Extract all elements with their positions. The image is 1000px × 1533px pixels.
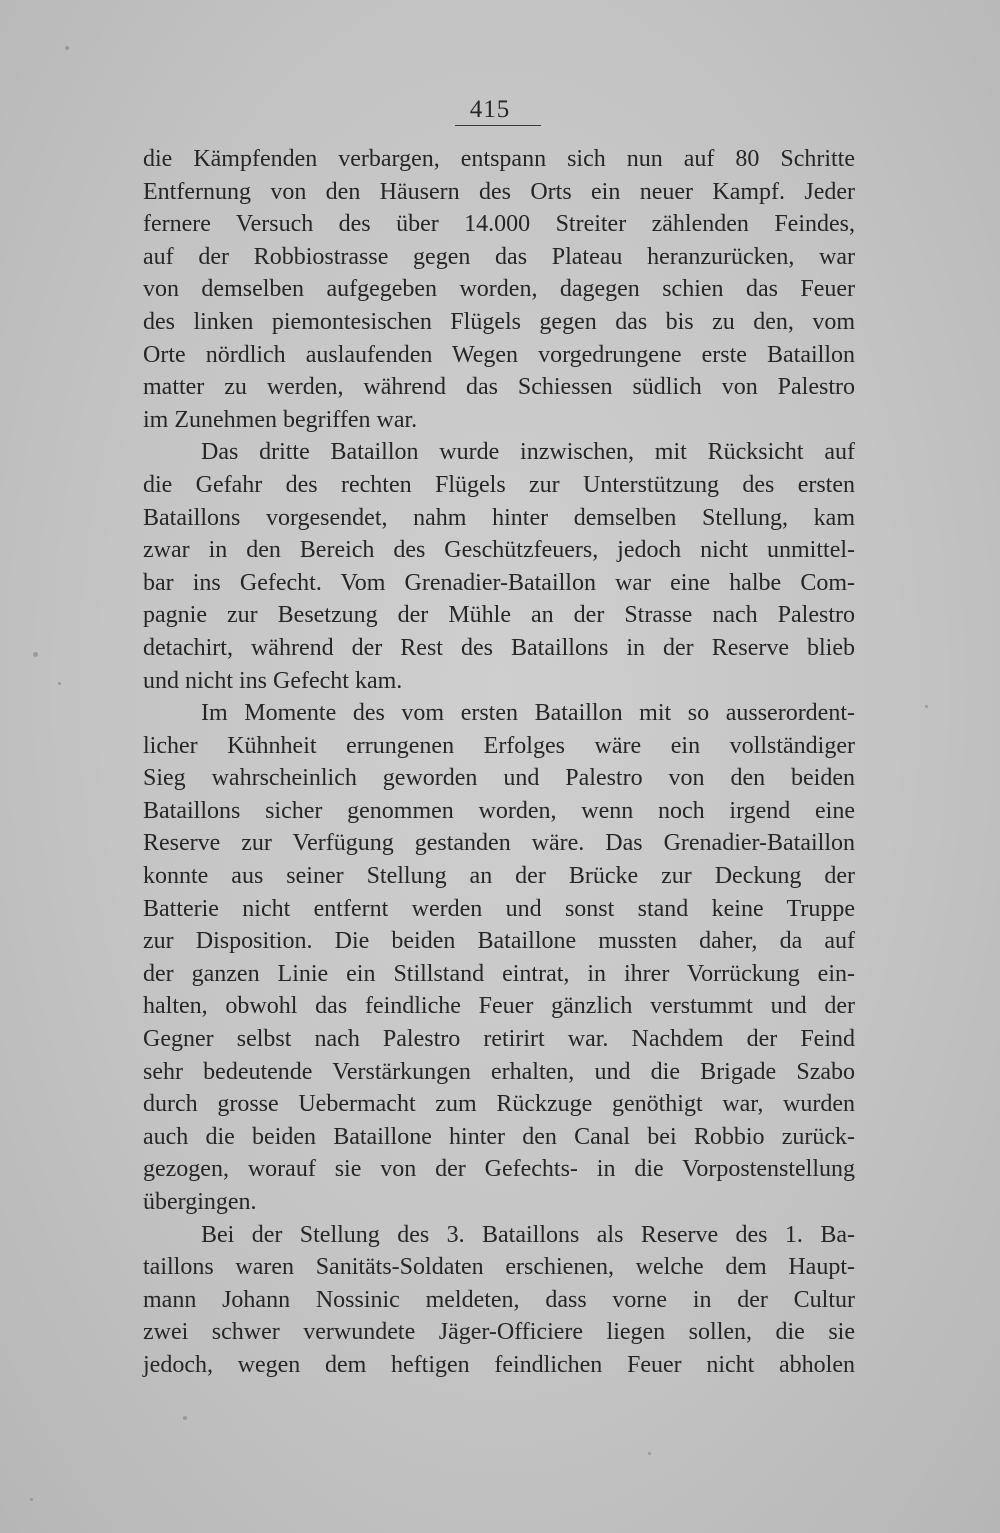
text-line: konnte aus seiner Stellung an der Brücke zur Deckung der xyxy=(143,863,855,890)
text-line: durch grosse Uebermacht zum Rückzuge genöthigt war, wurden xyxy=(143,1091,855,1118)
text-line: Bataillons sicher genommen worden, wenn noch irgend eine xyxy=(143,797,855,824)
page-number: 415 xyxy=(469,96,511,123)
text-line: Im Momente des vom ersten Bataillon mit so ausserordent- xyxy=(201,700,855,727)
text-line: Gegner selbst nach Palestro retirirt war. Nachdem der Feind xyxy=(143,1026,855,1053)
text-line: gezogen, worauf sie von der Gefechts- in die Vorpostenstellung xyxy=(143,1156,855,1183)
text-line: Orte nördlich auslaufenden Wegen vorgedrungene erste Bataillon xyxy=(143,341,855,368)
paper-speck xyxy=(183,1416,187,1420)
text-line: Reserve zur Verfügung gestanden wäre. Das Grenadier-Bataillon xyxy=(143,830,855,857)
text-line: matter zu werden, während das Schiessen südlich von Palestro xyxy=(143,374,855,401)
text-line: zwar in den Bereich des Geschützfeuers, jedoch nicht unmittel- xyxy=(143,537,855,564)
header-rule xyxy=(455,125,541,126)
text-line: licher Kühnheit errungenen Erfolges wäre ein vollständiger xyxy=(143,732,855,759)
text-line: halten, obwohl das feindliche Feuer gänzlich verstummt und der xyxy=(143,993,855,1020)
text-line: mann Johann Nossinic meldeten, dass vorne in der Cultur xyxy=(143,1286,855,1313)
text-line: die Kämpfenden verbargen, entspann sich nun auf 80 Schritte xyxy=(143,146,855,172)
text-line: und nicht ins Gefecht kam. xyxy=(143,667,403,694)
text-line: detachirt, während der Rest des Bataillons in der Reserve blieb xyxy=(143,634,855,661)
text-line: Entfernung von den Häusern des Orts ein neuer Kampf. Jeder xyxy=(143,178,855,205)
text-line: taillons waren Sanitäts-Soldaten erschienen, welche dem Haupt- xyxy=(143,1254,855,1281)
text-line: des linken piemontesischen Flügels gegen das bis zu den, vom xyxy=(143,308,855,335)
body-text xyxy=(143,143,855,1382)
text-line: auf der Robbiostrasse gegen das Plateau heranzurücken, war xyxy=(143,243,855,270)
text-line: sehr bedeutende Verstärkungen erhalten, und die Brigade Szabo xyxy=(143,1058,855,1085)
text-line: zur Disposition. Die beiden Bataillone mussten daher, da auf xyxy=(143,928,855,955)
text-line: im Zunehmen begriffen war. xyxy=(143,406,418,433)
text-line: der ganzen Linie ein Stillstand eintrat, in ihrer Vorrückung ein- xyxy=(143,960,855,987)
paper-speck xyxy=(33,652,38,657)
text-line: auch die beiden Bataillone hinter den Canal bei Robbio zurück- xyxy=(143,1123,855,1150)
text-line: pagnie zur Besetzung der Mühle an der Strasse nach Palestro xyxy=(143,602,855,629)
text-line: Das dritte Bataillon wurde inzwischen, mit Rücksicht auf xyxy=(201,439,855,466)
text-line: Batterie nicht entfernt werden und sonst stand keine Truppe xyxy=(143,895,855,922)
text-line: übergingen. xyxy=(143,1189,257,1215)
text-line: Bataillons vorgesendet, nahm hinter demselben Stellung, kam xyxy=(143,504,855,531)
text-line: die Gefahr des rechten Flügels zur Unterstützung des ersten xyxy=(143,471,855,498)
text-line: Bei der Stellung des 3. Bataillons als Reserve des 1. Ba- xyxy=(201,1221,855,1248)
text-line: von demselben aufgegeben worden, dagegen schien das Feuer xyxy=(143,276,855,303)
text-line: zwei schwer verwundete Jäger-Officiere liegen sollen, die sie xyxy=(143,1319,855,1346)
text-line: fernere Versuch des über 14.000 Streiter zählenden Feindes, xyxy=(143,211,855,238)
paper-speck xyxy=(30,1498,33,1501)
paper-speck xyxy=(65,46,69,50)
paper-speck xyxy=(58,682,61,685)
text-line: bar ins Gefecht. Vom Grenadier-Bataillon war eine halbe Com- xyxy=(143,569,855,596)
paper-speck xyxy=(648,1452,651,1455)
paper-speck xyxy=(925,705,928,708)
text-line: jedoch, wegen dem heftigen feindlichen Feuer nicht abholen xyxy=(143,1351,855,1378)
text-line: Sieg wahrscheinlich geworden und Palestro von den beiden xyxy=(143,765,855,792)
